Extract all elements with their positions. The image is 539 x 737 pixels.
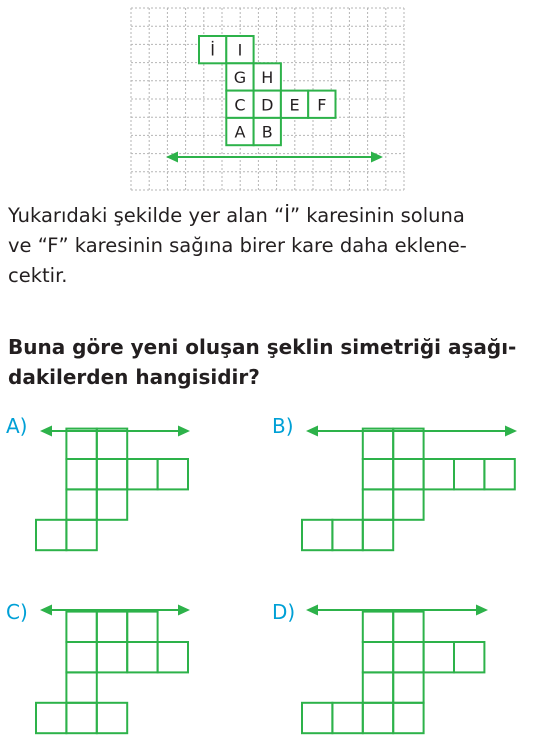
option-cell — [66, 612, 96, 642]
option-cell — [36, 520, 66, 550]
option-cell — [363, 672, 393, 702]
cell-letter: C — [234, 95, 246, 115]
option-cell — [363, 459, 393, 489]
letter-cell — [226, 91, 253, 118]
letter-cell — [254, 63, 281, 90]
option-cell — [97, 703, 127, 733]
question-text — [8, 201, 536, 291]
option-d-figure[interactable] — [302, 605, 488, 734]
cell-letter: I — [237, 40, 243, 60]
question-line-2: ve “F” karesinin sağına birer kare daha eklene- — [8, 234, 467, 257]
option-cell — [127, 642, 157, 672]
symmetry-axis-arrow — [166, 152, 383, 163]
option-cell — [97, 429, 127, 459]
option-cell — [97, 642, 127, 672]
cell-letter: D — [261, 95, 274, 115]
option-cell — [127, 459, 157, 489]
option-cell — [393, 703, 423, 733]
question-line-1: Yukarıdaki şekilde yer alan “İ” karesinin soluna — [8, 204, 465, 227]
option-b-figure[interactable] — [302, 426, 517, 551]
option-cell — [302, 520, 332, 550]
option-cell — [393, 459, 423, 489]
option-cell — [363, 520, 393, 550]
prompt-line-2: dakilerden hangisidir? — [8, 365, 260, 389]
option-d-label[interactable]: D) — [272, 600, 296, 624]
option-cell — [158, 642, 188, 672]
question-prompt — [8, 332, 536, 392]
letter-cell — [226, 118, 253, 145]
option-cell — [66, 489, 96, 519]
letter-cell — [254, 118, 281, 145]
option-cell — [332, 703, 362, 733]
option-cell — [66, 459, 96, 489]
option-cell — [454, 459, 484, 489]
option-cell — [97, 612, 127, 642]
option-cell — [424, 459, 454, 489]
option-cell — [454, 642, 484, 672]
option-cell — [424, 642, 454, 672]
letter-cell — [226, 63, 253, 90]
option-a-arrow — [40, 426, 190, 437]
option-cell — [66, 642, 96, 672]
option-cell — [66, 520, 96, 550]
cell-letter: E — [289, 95, 300, 115]
option-a-label[interactable]: A) — [6, 414, 28, 438]
cell-letter: F — [317, 95, 327, 115]
option-cell — [158, 459, 188, 489]
option-cell — [393, 672, 423, 702]
cell-letter: İ — [210, 40, 216, 60]
letter-cell — [254, 91, 281, 118]
option-cell — [302, 703, 332, 733]
option-c-arrow — [40, 605, 190, 616]
letter-cell — [308, 91, 335, 118]
option-b-arrow — [306, 426, 517, 437]
option-c-label[interactable]: C) — [6, 600, 28, 624]
lettered-shape — [199, 36, 336, 145]
option-a-figure[interactable] — [36, 426, 190, 551]
letter-cell — [281, 91, 308, 118]
option-cell — [363, 429, 393, 459]
option-cell — [484, 459, 514, 489]
option-cell — [363, 642, 393, 672]
cell-letter: B — [261, 122, 273, 142]
option-cell — [363, 489, 393, 519]
option-cell — [393, 489, 423, 519]
option-cell — [363, 612, 393, 642]
letter-cell — [199, 36, 226, 63]
option-cell — [66, 429, 96, 459]
option-cell — [393, 612, 423, 642]
cell-letter: H — [261, 67, 274, 87]
letter-cell — [226, 36, 253, 63]
option-cell — [66, 672, 96, 702]
option-cell — [393, 429, 423, 459]
cell-letter: G — [233, 67, 247, 87]
prompt-line-1: Buna göre yeni oluşan şeklin simetriği aşağı- — [8, 335, 517, 359]
question-line-3: cektir. — [8, 264, 68, 287]
option-d-arrow — [306, 605, 488, 616]
option-cell — [97, 489, 127, 519]
option-cell — [36, 703, 66, 733]
option-cell — [393, 642, 423, 672]
option-cell — [127, 612, 157, 642]
cell-letter: A — [234, 122, 246, 142]
option-c-figure[interactable] — [36, 605, 190, 734]
option-cell — [363, 703, 393, 733]
option-b-label[interactable]: B) — [272, 414, 294, 438]
option-cell — [332, 520, 362, 550]
option-cell — [66, 703, 96, 733]
option-cell — [97, 459, 127, 489]
